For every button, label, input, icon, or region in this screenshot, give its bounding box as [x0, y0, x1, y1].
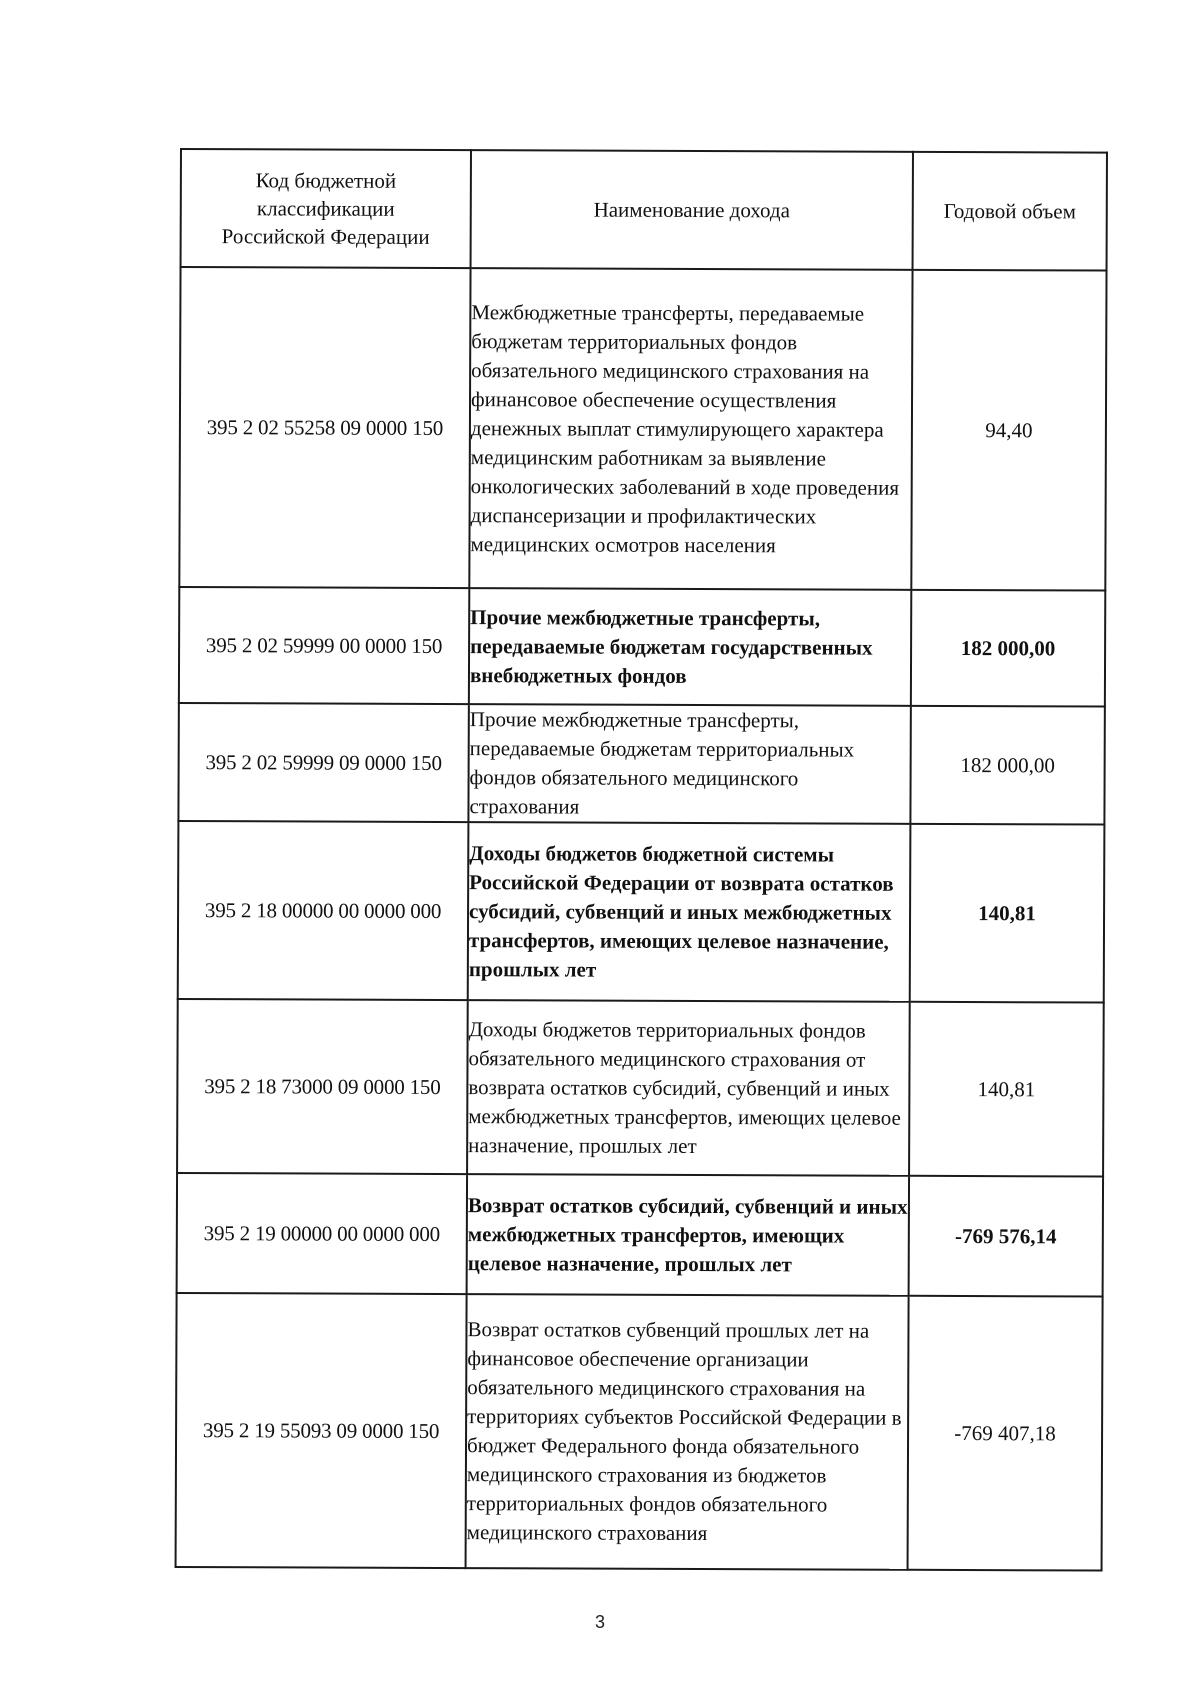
header-volume: Годовой объем: [913, 152, 1107, 271]
row-name: Возврат остатков субвенций прошлых лет на финансовое обеспечение организации обязательного медицинского страхования на территориях субъектов Российской Федерации в бюджет Федерального фонда обязательного медицинского страхования из бюджетов территориальных фондов обязательного медицинского страхования: [466, 1294, 909, 1570]
row-code: 395 2 18 00000 00 0000 000: [178, 821, 469, 1000]
table-row: [179, 267, 1106, 591]
table-row: [177, 999, 1104, 1177]
table-row: [176, 1293, 1103, 1571]
row-code: 395 2 02 55258 09 0000 150: [179, 267, 470, 588]
row-code: 395 2 19 55093 09 0000 150: [176, 1293, 467, 1568]
row-volume: 140,81: [909, 1002, 1104, 1177]
page-number: 3: [594, 1612, 605, 1632]
row-name: Доходы бюджетов территориальных фондов обязательного медицинского страхования от возврата остатков субсидий, субвенций и иных межбюджетных трансфертов, имеющих целевое назначение, прошлых лет: [467, 1000, 910, 1176]
table-header-row: [181, 149, 1107, 271]
row-code: 395 2 18 73000 09 0000 150: [177, 999, 468, 1174]
income-table: [175, 148, 1108, 1572]
table-row: [178, 821, 1105, 1003]
row-code: 395 2 02 59999 09 0000 150: [178, 703, 468, 822]
row-name: Прочие межбюджетные трансферты, передаваемые бюджетам государственных внебюджетных фондов: [469, 588, 911, 706]
row-name: Межбюджетные трансферты, передаваемые бюджетам территориальных фондов обязательного медицинского страхования на финансовое обеспечение осуществления денежных выплат стимулирующего характера медицинским работникам за выявление онкологических заболеваний в ходе проведения диспансеризации и профилактических медицинских осмотров населения: [469, 268, 912, 590]
row-code: 395 2 02 59999 00 0000 150: [179, 587, 469, 704]
row-volume: 182 000,00: [910, 706, 1104, 825]
row-volume: -769 576,14: [909, 1176, 1103, 1297]
row-code: 395 2 19 00000 00 0000 000: [177, 1173, 467, 1294]
table-row: [177, 1173, 1103, 1297]
header-name: Наименование дохода: [471, 150, 913, 270]
row-volume: 182 000,00: [911, 590, 1105, 707]
row-name: Прочие межбюджетные трансферты, передаваемые бюджетам территориальных фондов обязательного медицинского страхования: [468, 704, 910, 824]
row-volume: 94,40: [911, 270, 1106, 591]
row-name: Доходы бюджетов бюджетной системы Российской Федерации от возврата остатков субсидий, субвенций и иных межбюджетных трансфертов, имеющих целевое назначение, прошлых лет: [468, 822, 911, 1002]
row-volume: -769 407,18: [908, 1296, 1103, 1571]
row-name: Возврат остатков субсидий, субвенций и иных межбюджетных трансфертов, имеющих целевое назначение, прошлых лет: [467, 1174, 909, 1296]
row-volume: 140,81: [910, 824, 1105, 1003]
table-row: [178, 703, 1104, 825]
table-row: [179, 587, 1105, 707]
header-code: Код бюджетной классификации Российской Федерации: [181, 149, 471, 268]
